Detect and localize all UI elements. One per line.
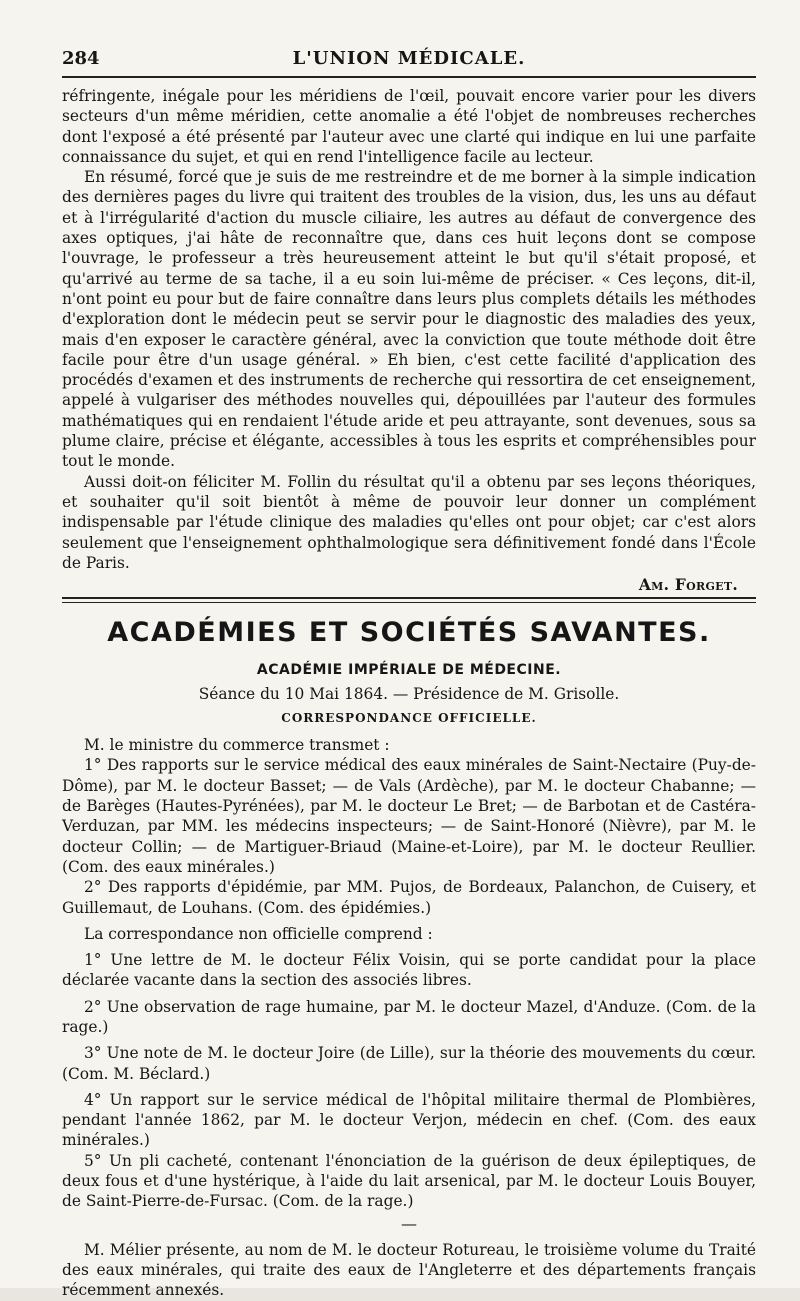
unofficial-item-3: 3° Une note de M. le docteur Joire (de Lille), sur la théorie des mouvements du cœur. (Com. M. Béclard.) bbox=[62, 1044, 756, 1083]
unofficial-item-1: 1° Une lettre de M. le docteur Félix Voisin, qui se porte candidat pour la place déclarée vacante dans la section des associés libres. bbox=[62, 951, 756, 990]
closing-paragraph: M. Mélier présente, au nom de M. le docteur Rotureau, le troisième volume du Traité des eaux minérales, qui traite des eaux de l'Angleterre et des départements français récemment annexés. bbox=[62, 1240, 756, 1300]
unofficial-item-5: 5° Un pli cacheté, contenant l'énonciation de la guérison de deux épileptiques, de deux fous et d'une hystérique, à l'aide du lait arsenical, par M. le docteur Louis Bouyer, de Saint-Pierre-de-Fursac. (Com. de la rage.) bbox=[62, 1151, 756, 1211]
subsection-title: ACADÉMIE IMPÉRIALE DE MÉDECINE. bbox=[256, 662, 562, 679]
section-title: ACADÉMIES ET SOCIÉTÉS SAVANTES. bbox=[107, 617, 711, 649]
running-head bbox=[62, 42, 756, 72]
separator-dash: — bbox=[401, 1213, 417, 1233]
journal-title: L'UNION MÉDICALE. bbox=[292, 48, 526, 69]
header-rule bbox=[62, 76, 756, 78]
correspondance-heading: CORRESPONDANCE OFFICIELLE. bbox=[281, 711, 537, 726]
author-signature: Am. Forget. bbox=[638, 576, 738, 595]
unofficial-intro: La correspondance non officielle comprend : bbox=[84, 924, 433, 943]
ministry-intro: M. le ministre du commerce transmet : bbox=[84, 736, 390, 755]
review-paragraph-3: Aussi doit-on féliciter M. Follin du résultat qu'il a obtenu par ses leçons théoriques, et souhaiter qu'il soit bientôt à même de pouvoir leur donner un complément indispensable par l'étude clinique des maladies qu'elles ont pour objet; car c'est alors seulement que l'enseignement ophthalmologique sera définitivement fondé dans l'École de Paris. bbox=[62, 472, 756, 572]
section-divider bbox=[62, 597, 756, 603]
review-paragraph-1: réfringente, inégale pour les méridiens de l'œil, pouvait encore varier pour les divers secteurs d'un même méridien, cette anomalie a été l'objet de nombreuses recherches dont l'exposé a été présenté par l'auteur avec une clarté qui indique en lui une parfaite connaissance du sujet, et qui en rend l'intelligence facile au lecteur. bbox=[62, 87, 756, 166]
page-number: 284 bbox=[62, 48, 100, 69]
official-item-1: 1° Des rapports sur le service médical des eaux minérales de Saint-Nectaire (Puy-de-Dôme), par M. le docteur Basset; — de Vals (Ardèche), par M. le docteur Chabanne; — de Barèges (Hautes-Pyrénées), par M. le docteur Le Bret; — de Barbotan et de Castéra-Verduzan, par MM. les médecins inspecteurs; — de Saint-Honoré (Nièvre), par M. le docteur Collin; — de Martiguer-Briaud (Maine-et-Loire), par M. le docteur Reullier. (Com. des eaux minérales.) bbox=[62, 756, 756, 876]
meeting-info: Séance du 10 Mai 1864. — Présidence de M. Grisolle. bbox=[198, 685, 620, 704]
unofficial-item-4: 4° Un rapport sur le service médical de l'hôpital militaire thermal de Plombières, pendant l'année 1862, par M. le docteur Verjon, médecin en chef. (Com. des eaux minérales.) bbox=[62, 1090, 756, 1150]
review-paragraph-2: En résumé, forcé que je suis de me restreindre et de me borner à la simple indication des dernières pages du livre qui traitent des troubles de la vision, dus, les uns au défaut et à l'irrégularité d'action du muscle ciliaire, les autres au défaut de convergence des axes optiques, j'ai hâte de reconnaître que, dans ces huit leçons dont se compose l'ouvrage, le professeur a très heureusement atteint le but qu'il s'était proposé, et qu'arrivé au terme de sa tache, il a eu soin lui-même de préciser. « Ces leçons, dit-il, n'ont point eu pour but de faire connaître dans leurs plus complets détails les méthodes d'exploration dont le médecin peut se servir pour le diagnostic des maladies des yeux, mais d'en exposer le caractère général, avec la conviction que toute méthode doit être facile pour être d'un usage général. » Eh bien, c'est cette facilité d'application des procédés d'examen et des instruments de recherche qui ressortira de cet enseignement, appelé à vulgariser des méthodes nouvelles qui, dépouillées par l'auteur des formules mathématiques qui en rendaient l'étude aride et peu attrayante, sont devenues, sous sa plume claire, précise et élégante, accessibles à tous les esprits et compréhensibles pour tout le monde. bbox=[62, 168, 756, 471]
official-item-2: 2° Des rapports d'épidémie, par MM. Pujos, de Bordeaux, Palanchon, de Cuisery, et Guillemaut, de Louhans. (Com. des épidémies.) bbox=[62, 878, 756, 917]
unofficial-item-2: 2° Une observation de rage humaine, par M. le docteur Mazel, d'Anduze. (Com. de la rage.) bbox=[62, 997, 756, 1036]
